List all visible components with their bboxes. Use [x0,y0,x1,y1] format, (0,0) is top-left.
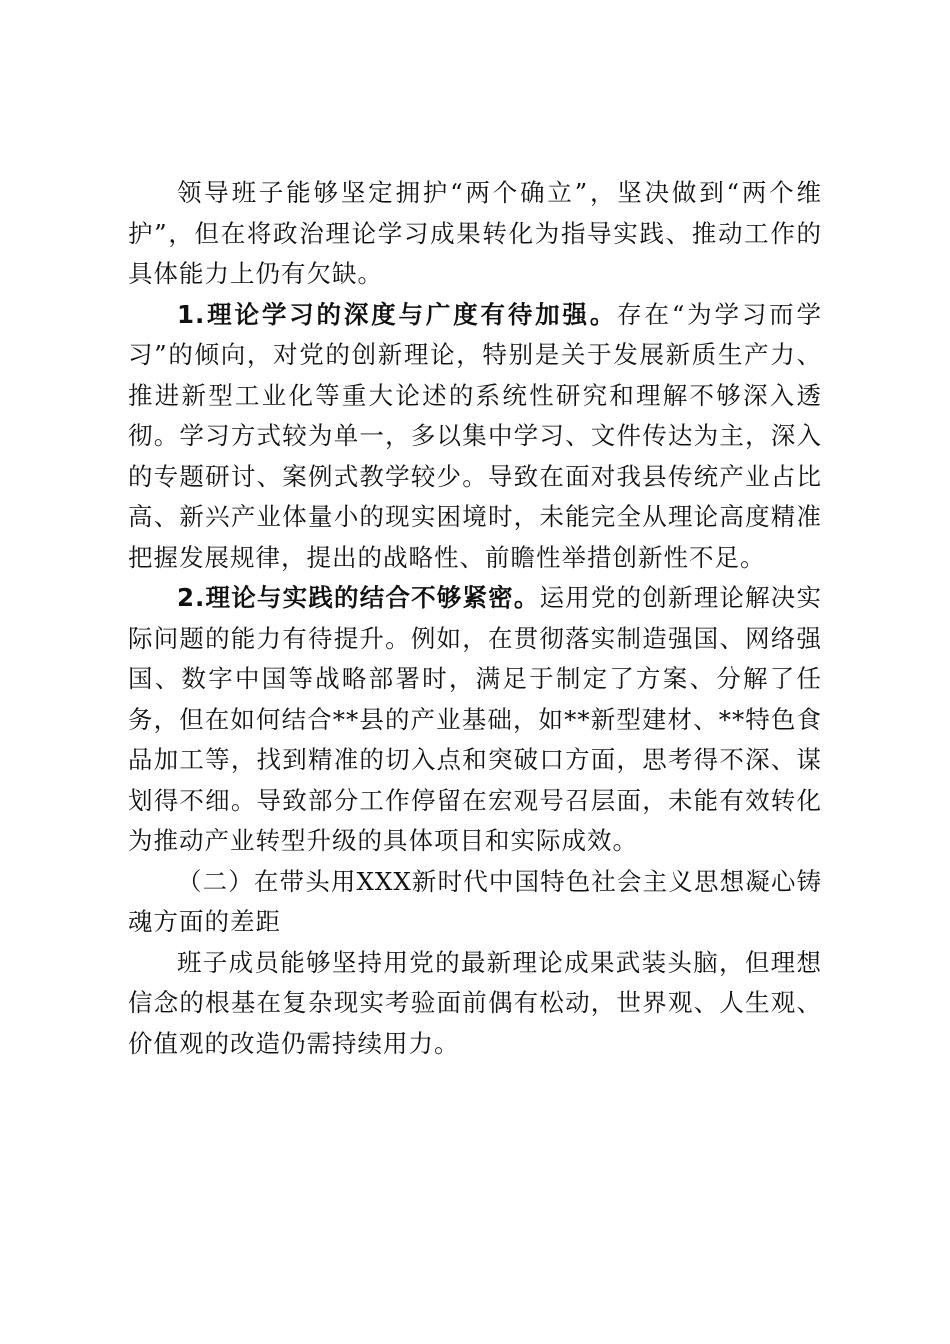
section-2-body [128,943,822,1065]
point-2-paragraph [128,578,822,862]
intro-paragraph [128,173,822,295]
point-1-text: 存在“为学习而学习”的倾向，对党的创新理论，特别是关于发展新质生产力、推进新型工业化等重大论述的系统性研究和理解不够深入透彻。学习方式较为单一，多以集中学习、文件传达为主，深入的专题研讨、案例式教学较少。导致在面对我县传统产业占比高、新兴产业体量小的现实困境时，未能完全从理论高度精准把握发展规律，提出的战略性、前瞻性举措创新性不足。 [128,299,822,572]
section-2-title-text: （二）在带头用XXX新时代中国特色社会主义思想凝心铸魂方面的差距 [128,866,822,936]
document-body [128,173,822,1064]
intro-text: 领导班子能够坚定拥护“两个确立”，坚决做到“两个维护”，但在将政治理论学习成果转化为指导实践、推动工作的具体能力上仍有欠缺。 [128,178,822,288]
point-1-paragraph [128,295,822,579]
point-1-heading: 1.理论学习的深度与广度有待加强。 [177,299,618,329]
point-2-heading: 2.理论与实践的结合不够紧密。 [177,583,540,612]
point-2-text: 运用党的创新理论解决实际问题的能力有待提升。例如，在贯彻落实制造强国、网络强国、数字中国等战略部署时，满足于制定了方案、分解了任务，但在如何结合**县的产业基础，如**新型建材、**特色食品加工等，找到精准的切入点和突破口方面，思考得不深、谋划得不细。导致部分工作停留在宏观号召层面，未能有效转化为推动产业转型升级的具体项目和实际成效。 [128,583,822,855]
section-2-body-text: 班子成员能够坚持用党的最新理论成果武装头脑，但理想信念的根基在复杂现实考验面前偶有松动，世界观、人生观、价值观的改造仍需持续用力。 [128,947,822,1058]
section-2-title [128,862,822,943]
